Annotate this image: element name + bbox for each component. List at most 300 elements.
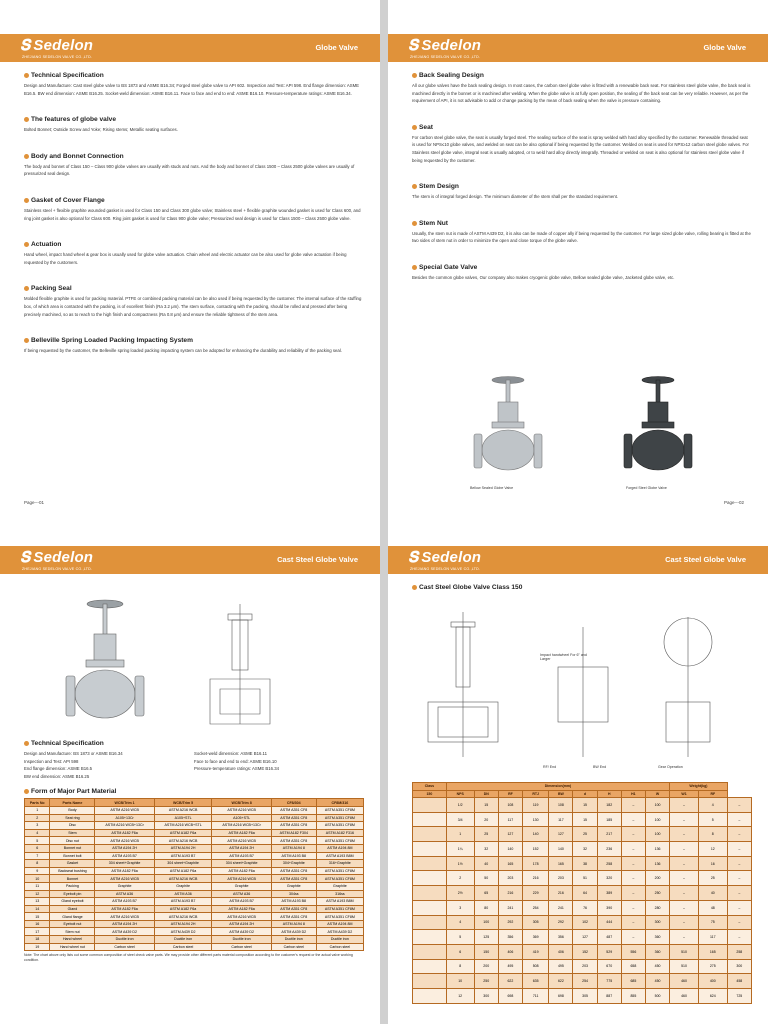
page-title: Cast Steel Globe Valve [665,555,746,564]
table-cell: 510 [670,944,699,959]
table-cell: Carbon steel [154,943,212,951]
table-cell: ASTM A194 8M [316,844,363,852]
table-cell: 510 [670,959,699,974]
table-cell: 2½ [446,886,474,901]
section-body: Stainless steel + flexible graphite wounded gasket is used for Class 150 and Class 300 globe valve; Stainless steel + flexible graphite wounded gasket is used for Class 600, and ring joint gasket is also optional for Class 600. Ring joint gasket is used for Class 900 globe valve; Pressurized seal design is used for Class 1500 – Class 2500 globe valve. [24,207,361,221]
table-cell: 241 [498,900,522,915]
table-cell: 127 [549,827,573,842]
table-cell: 320 [597,871,621,886]
caption-forged-steel: Forged Steel Globe Valve [626,486,667,490]
table-cell: 458 [727,974,751,989]
table-cell: ASTM A216 WCB [154,837,212,845]
table-cell: 258 [727,944,751,959]
table-cell: ASTM A193 B7 [95,852,154,860]
section-heading: Belleville Spring Loaded Packing Impacting System [24,337,364,344]
table-cell: ASTM A439 D2 [212,928,271,936]
table-cell: ASTM A351 CF8M [316,806,363,814]
table-cell: ASTM A193 B7 [212,852,271,860]
table-cell: – [727,827,751,842]
table-cell: ASTM A194 8 [271,844,316,852]
section-heading: Stem Nut [412,220,752,227]
table-cell: 304ss [271,890,316,898]
table-cell: 64 [573,886,597,901]
bullet-icon [24,117,29,122]
table-cell: ASTM A439 D2 [154,928,212,936]
table-cell: 65 [474,886,498,901]
table-cell: – [670,842,699,857]
table-cell: A105+13Cr [95,814,154,822]
bullet-icon [24,154,29,159]
table-cell: 360 [645,930,669,945]
table-cell: Hand wheel [50,936,95,944]
table-cell: – [670,856,699,871]
section-body: If being requested by the customer, the Belleville spring loaded packing impacting system can be adopted for enhancing the durability and reliability of the packing seal. [24,348,342,354]
column-header: Parts No [25,799,50,807]
table-row [25,814,364,822]
table-cell: Seat ring [50,814,95,822]
table-cell: 495 [549,959,573,974]
table-cell: ASTM A194 2H [95,844,154,852]
section [24,153,364,178]
table-cell: Gasket [50,860,95,868]
table-cell: ASTM A216 WCB+STL [154,822,212,830]
column-header: H1 [621,790,645,798]
table-cell: Ductile iron [316,936,363,944]
table-row [25,806,364,814]
table-row [25,852,364,860]
table-cell: 300 [474,988,498,1003]
table-cell: 15 [573,798,597,813]
table-cell: 444 [597,915,621,930]
table-row [25,928,364,936]
table-cell: ASTM A351 CF8M [316,822,363,830]
section [24,197,364,222]
table-cell: – [727,900,751,915]
section [24,72,364,97]
page-title: Globe Valve [703,43,746,52]
column-header: W [645,790,669,798]
table-cell: 7 [25,852,50,860]
table-cell: – [621,856,645,871]
table-cell: 304+Graphite [271,860,316,868]
column-header: RF [498,790,522,798]
table-cell: 254 [573,974,597,989]
class-cell [413,944,447,959]
table-cell: ASTM A351 CF8 [271,905,316,913]
table-cell: ASTM A182 F304 [271,829,316,837]
table-row [25,920,364,928]
class-cell: 150 [413,790,447,798]
table-cell: 216 [522,871,548,886]
column-header: H [597,790,621,798]
section-body: All our globe valves have the back sealing design. In most cases, the carbon steel globe valve is fitted with a renewable back seat. For stainless steel globe valve, the back seal is machined directly in the bonnet or is machined after welding. When the globe valve is at fully open position, the sealing of the back seat can be very reliable. However, as per the requirement of API, it is not advisable to add or change packing by the mean of back sealing when the valve is pressure containing. [412,83,751,104]
table-cell: Graphite [212,882,271,890]
table-cell: 75 [698,915,727,930]
table-row [25,837,364,845]
table-cell: 8 [25,860,50,868]
table-cell: Bonnet nut [50,844,95,852]
table-cell: – [621,871,645,886]
table-cell: 4 [446,915,474,930]
table-cell: 12 [25,890,50,898]
brand-subtitle: ZHEJIANG SEDELON VALVE CO.,LTD. [22,55,93,59]
column-header: WCB/Trim 1 [95,799,154,807]
table-cell: ASTM A194 2H [154,844,212,852]
table-cell: 200 [474,959,498,974]
table-cell: 292 [549,915,573,930]
section-heading: Technical Specification [24,72,364,79]
class-cell [413,827,447,842]
gear-operation-label: Gear Operation [658,765,683,769]
table-cell: – [621,886,645,901]
table-cell: 20 [474,812,498,827]
table-row [25,905,364,913]
class-cell [413,915,447,930]
table-cell: ASTM A216 WCB [212,837,271,845]
bullet-icon [24,286,29,291]
table-cell: Carbon steel [316,943,363,951]
table-cell: 1 [25,806,50,814]
class-cell [413,959,447,974]
table-cell: – [670,915,699,930]
table-cell: 8 [446,959,474,974]
table-cell: 80 [474,900,498,915]
table-cell: 8 [698,827,727,842]
table-cell: – [621,798,645,813]
table-cell: ASTM A351 CF8 [271,814,316,822]
section-body: Hand wheel, impact hand wheel & gear box is usually used for globe valve actuation. Chain wheel and electric actuator can be also used for globe valve actuation if being requested by the customers. [24,252,347,265]
bullet-icon [412,125,417,130]
table-cell: ASTM A36 [212,890,271,898]
table-cell: 2 [446,871,474,886]
table-cell: – [670,798,699,813]
table-cell: ASTM A351 CF8 [271,867,316,875]
brand-subtitle: ZHEJIANG SEDELON VALVE CO.,LTD. [410,567,481,571]
section-body: Bolted Bonnet; Outside Screw and Yoke; Rising stems; Metallic seating surfaces. [24,127,178,133]
table-cell: 450 [645,974,669,989]
table-cell: – [621,915,645,930]
spec-line: Inspection and Test: API 598 [24,758,79,764]
spec-line: Pressure-temperature ratings: ASME B16.34 [194,766,280,772]
table-cell: 32 [573,842,597,857]
table-cell: Graphite [154,882,212,890]
table-cell: 500 [645,988,669,1003]
rf-end-label: RF/ End [543,765,557,769]
dimension-drawings [418,607,748,772]
table-cell: 16 [25,920,50,928]
page-4-content [412,584,752,594]
bullet-icon [24,338,29,343]
table-cell: 4 [25,829,50,837]
table-cell: ASTM A182 F6a [212,867,271,875]
table-cell: 18 [25,936,50,944]
section-body: For carbon steel globe valve, the seat is usually forged steel. The sealing surface of the seat is spray welded with hard alloy specified by the customer. Renewable threaded seat is used for NPS≤10 globe valves, and welded on seat can be also optional if being requested by the customer. Welded on seat is used for NPS≥12 carbon steel globe valves. For Stainless steel globe valve, integral seat is usually adopted, or to weld hard alloy directly integrally. Threaded or welded on seat is also optional for stainless steel globe valve if being requested by the customer. [412,134,749,163]
table-cell: 136 [645,856,669,871]
table-cell: Ductile iron [154,936,212,944]
table-cell: ASTM A351 CF8M [316,905,363,913]
table-cell: 130 [522,812,548,827]
table-cell: ASTM A193 B8M [316,898,363,906]
table-cell: 140 [498,842,522,857]
section [412,264,752,282]
table-cell: 4 [698,798,727,813]
table-row [25,844,364,852]
table-cell: 300 [645,915,669,930]
table-cell: ASTM A439 D2 [316,928,363,936]
table-cell: Ductile iron [95,936,154,944]
section-heading: Gasket of Cover Flange [24,197,364,204]
table-cell: 178 [522,856,548,871]
table-cell: 406 [549,944,573,959]
table-cell: ASTM A216 WCB+13Cr [212,822,271,830]
page-number: Page---01 [24,500,45,505]
class-cell [413,886,447,901]
column-header: W1 [670,790,699,798]
table-cell: 152 [573,944,597,959]
table-cell: – [727,798,751,813]
table-cell: 15 [573,812,597,827]
page-4 [388,512,768,1024]
table-cell: ASTM A216 WCB+13Cr [95,822,154,830]
table-cell: 5 [446,930,474,945]
footer [412,500,744,510]
page-number: Page---02 [723,500,744,505]
table-cell: Hand wheel nut [50,943,95,951]
table-cell: 304 sheet+Graphite [154,860,212,868]
table-row [25,890,364,898]
table-note: Note: The chart above only lists out some common composition of steel check valve parts. We may provide other different parts material composition according to the customer's request or the actual valve working condition. [24,953,353,963]
table-row [413,827,752,842]
table-cell: 6 [25,844,50,852]
section-heading: Body and Bonnet Connection [24,153,364,160]
class-cell [413,900,447,915]
section-heading: Special Gate Valve [412,264,752,271]
table-cell: 76 [573,900,597,915]
class-cell [413,974,447,989]
table-cell: 529 [597,944,621,959]
table-cell: 200 [645,871,669,886]
table-cell: 117 [698,930,727,945]
table-cell: 108 [549,798,573,813]
table-cell: 406 [498,944,522,959]
table-cell: Disc [50,822,95,830]
table-row [25,875,364,883]
table-cell: 460 [670,974,699,989]
table-row [413,915,752,930]
table-cell: 356 [498,930,522,945]
spec-line: Face to face and end to end: ASME B16.10 [194,758,277,764]
table-cell: 280 [645,900,669,915]
table-cell: 48 [698,900,727,915]
table-cell: 12 [446,988,474,1003]
table-cell: 241 [549,900,573,915]
bw-end-label: BW End [593,765,607,769]
table-cell: – [727,930,751,945]
globe-valve-photos [468,372,758,497]
brand-logo: 𝐒 Sedelon [408,549,482,566]
class-cell [413,842,447,857]
table-cell: – [727,812,751,827]
column-header: CF8/304 [271,799,316,807]
table-cell: 670 [597,959,621,974]
table-cell: – [670,871,699,886]
table-cell: 419 [522,944,548,959]
table-cell: 119 [522,798,548,813]
table-cell: Stem [50,829,95,837]
table-row [25,829,364,837]
table-cell: A105+STL [154,814,212,822]
page-header [0,34,380,62]
table-cell: – [727,871,751,886]
page-header [388,546,768,574]
material-heading: Form of Major Part Material [24,788,364,795]
column-header: DN [474,790,498,798]
table-cell: 556 [621,944,645,959]
table-cell: 400 [698,974,727,989]
table-cell: 102 [573,915,597,930]
table-cell: ASTM A351 CF8 [271,837,316,845]
table-cell: 40 [474,856,498,871]
table-cell: Disc nut [50,837,95,845]
table-cell: ASTM A351 CF8M [316,875,363,883]
table-cell: ASTM A351 CF8 [271,913,316,921]
caption-bellow-sealed: Bellow Sealed Globe Valve [470,486,514,490]
table-cell: 25 [573,827,597,842]
class-heading: Cast Steel Globe Valve Class 150 [412,584,752,591]
table-cell: Gland eyebolt [50,898,95,906]
table-cell: 1½ [446,856,474,871]
table-cell: 316+Graphite [316,860,363,868]
footer [24,500,356,510]
table-cell: 38 [573,856,597,871]
spec-heading: Technical Specification [24,740,364,747]
table-cell: 203 [549,871,573,886]
spec-line: End flange dimension: ASME B16.5 [24,766,93,772]
table-cell: 3 [25,822,50,830]
table-cell: ASTM A182 F6a [95,829,154,837]
table-cell: 658 [621,959,645,974]
class-cell [413,871,447,886]
table-cell: 25 [474,827,498,842]
table-cell: 698 [498,988,522,1003]
table-cell: Graphite [316,882,363,890]
table-cell: Carbon steel [95,943,154,951]
table-cell: 10 [25,875,50,883]
table-cell: Body [50,806,95,814]
section [412,220,752,245]
table-cell: 305 [573,988,597,1003]
table-cell: 250 [645,886,669,901]
table-cell: 5 [698,812,727,827]
table-cell: 300 [727,959,751,974]
table-cell: 685 [621,974,645,989]
table-cell: ASTM A193 B8M [316,852,363,860]
table-row [413,871,752,886]
table-cell: 389 [597,886,621,901]
table-row [25,860,364,868]
bullet-icon [412,585,417,590]
valve-drawing [60,594,330,734]
table-cell: 250 [474,974,498,989]
table-cell: Backseat bushing [50,867,95,875]
column-header: WCB/Trim 5 [154,799,212,807]
spec-left [24,750,194,780]
table-row [413,959,752,974]
table-cell: 11 [25,882,50,890]
table-cell: 356 [549,930,573,945]
table-cell: – [621,900,645,915]
bullet-icon [24,198,29,203]
table-cell: 1/2 [446,798,474,813]
table-header [413,790,752,798]
bullet-icon [24,73,29,78]
table-cell: 185 [597,812,621,827]
table-cell: ASTM A193 B7 [154,898,212,906]
table-cell: 32 [474,842,498,857]
table-cell: – [670,930,699,945]
table-cell: ASTM A194 8 [271,920,316,928]
table-cell: 3/4 [446,812,474,827]
table-cell: 50 [474,871,498,886]
page-title: Globe Valve [315,43,358,52]
table-cell: ASTM A194 8M [316,920,363,928]
table-cell: ASTM A182 F6a [95,867,154,875]
column-header: RTJ [522,790,548,798]
table-row [413,900,752,915]
table-row [25,936,364,944]
table-cell: – [670,812,699,827]
table-cell: Carbon steel [271,943,316,951]
table-cell: ASTM A194 2H [212,844,271,852]
table-cell: 2 [25,814,50,822]
section [412,124,752,164]
table-cell: – [621,827,645,842]
table-row [25,913,364,921]
section [24,241,364,266]
table-cell: 622 [498,974,522,989]
table-cell: 203 [573,959,597,974]
brand-subtitle: ZHEJIANG SEDELON VALVE CO.,LTD. [410,55,481,59]
table-cell: – [727,842,751,857]
page-title: Cast Steel Globe Valve [277,555,358,564]
table-cell: Gland flange [50,913,95,921]
table-cell: Carbon steel [212,943,271,951]
table-cell: Ductile iron [271,936,316,944]
table-cell: ASTM A193 B8 [271,898,316,906]
table-cell: 15 [474,798,498,813]
table-row [25,898,364,906]
table-cell: ASTM A216 WCB [154,806,212,814]
table-row [413,988,752,1003]
table-cell: ASTM A216 WCB [154,875,212,883]
table-cell: ASTM A439 D2 [271,928,316,936]
table-cell: 1¼ [446,842,474,857]
table-cell: ASTM A182 F6a [154,829,212,837]
table-cell: ASTM A216 WCB [212,913,271,921]
table-cell: 275 [698,959,727,974]
page-3-content [24,740,364,963]
table-cell: ASTM A193 B8 [271,852,316,860]
table-cell: Stem nut [50,928,95,936]
table-cell: Eyebolt nut [50,920,95,928]
table-cell: 117 [549,812,573,827]
table-cell: 16 [698,856,727,871]
table-cell: ASTM A182 F316 [316,829,363,837]
table-cell: 203 [498,871,522,886]
spec-right [194,750,364,780]
table-cell: 624 [698,988,727,1003]
section-heading: Seat [412,124,752,131]
